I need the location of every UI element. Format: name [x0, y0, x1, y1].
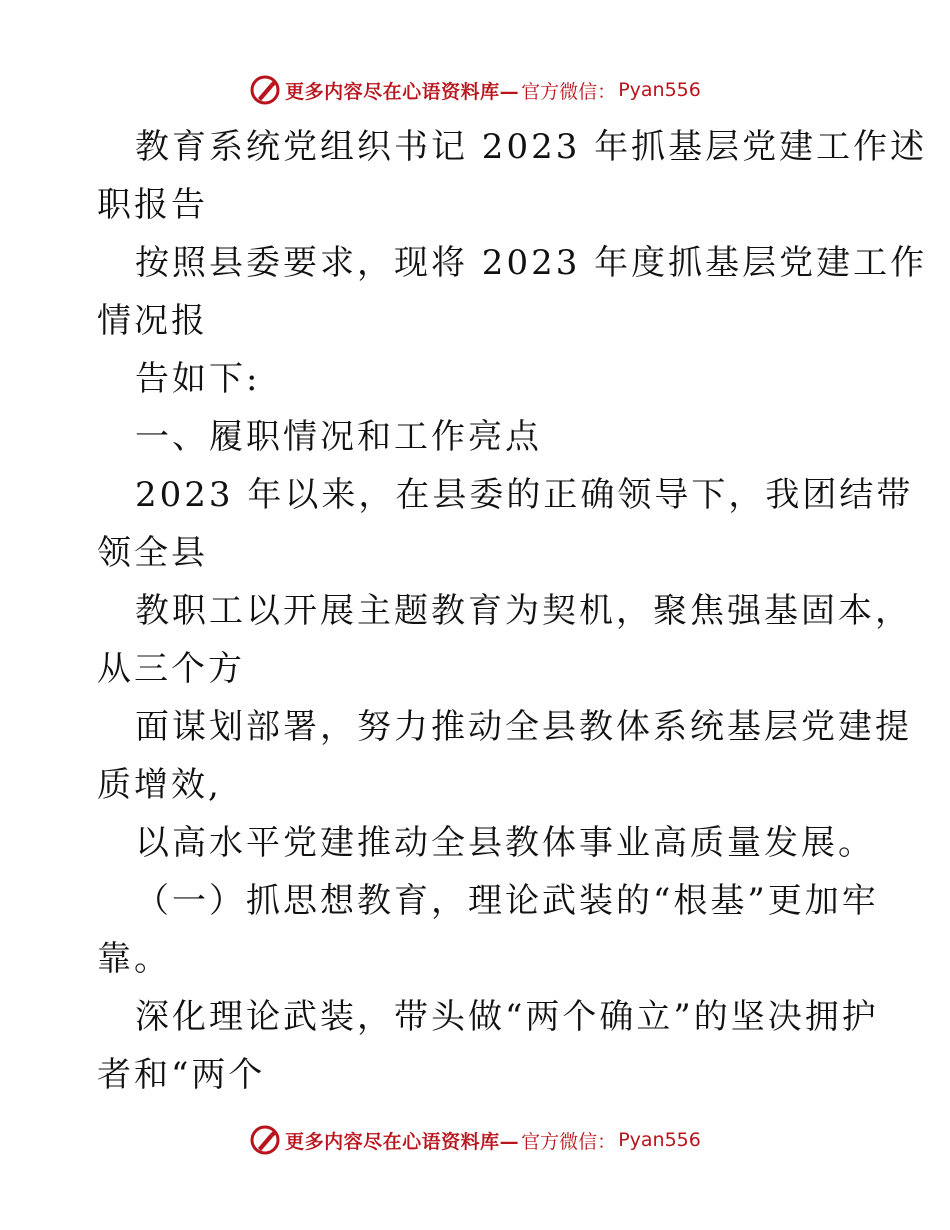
doc-line: 2023 年以来，在县委的正确领导下，我团结带 — [135, 475, 914, 515]
doc-line: 从三个方 — [97, 649, 245, 689]
doc-line: 告如下: — [135, 359, 261, 399]
banner-wechat-id: Pyan556 — [618, 1129, 701, 1151]
doc-line: 教职工以开展主题教育为契机，聚焦强基固本， — [135, 591, 912, 631]
doc-line: 靠。 — [97, 939, 171, 979]
doc-line: 面谋划部署，努力推动全县教体系统基层党建提 — [135, 707, 912, 747]
doc-line: 职报告 — [97, 185, 208, 225]
doc-line: 按照县委要求，现将 2023 年度抓基层党建工作 — [135, 243, 928, 283]
doc-line: 一、履职情况和工作亮点 — [135, 417, 542, 457]
doc-line: 情况报 — [97, 301, 208, 341]
banner-text: 更多内容尽在心语资料库— — [285, 80, 520, 103]
banner-text: 更多内容尽在心语资料库— — [285, 1130, 520, 1153]
doc-line: 质增效, — [97, 765, 222, 805]
document-body — [97, 118, 928, 1104]
footer-banner — [0, 1122, 950, 1158]
doc-line: 领全县 — [97, 533, 208, 573]
doc-line: 以高水平党建推动全县教体事业高质量发展。 — [135, 823, 875, 863]
doc-line: 教育系统党组织书记 2023 年抓基层党建工作述 — [135, 127, 928, 167]
pen-logo-icon — [249, 1124, 281, 1156]
banner-wechat-label: 官方微信： — [521, 1130, 617, 1153]
header-banner — [0, 72, 950, 108]
doc-line: 深化理论武装，带头做“两个确立”的坚决拥护 — [135, 997, 879, 1037]
doc-line: 者和“两个 — [97, 1055, 266, 1095]
banner-wechat-id: Pyan556 — [618, 79, 701, 101]
doc-line: （一）抓思想教育，理论武装的“根基”更加牢 — [135, 881, 879, 921]
banner-wechat-label: 官方微信： — [521, 80, 617, 103]
pen-logo-icon — [249, 74, 281, 106]
